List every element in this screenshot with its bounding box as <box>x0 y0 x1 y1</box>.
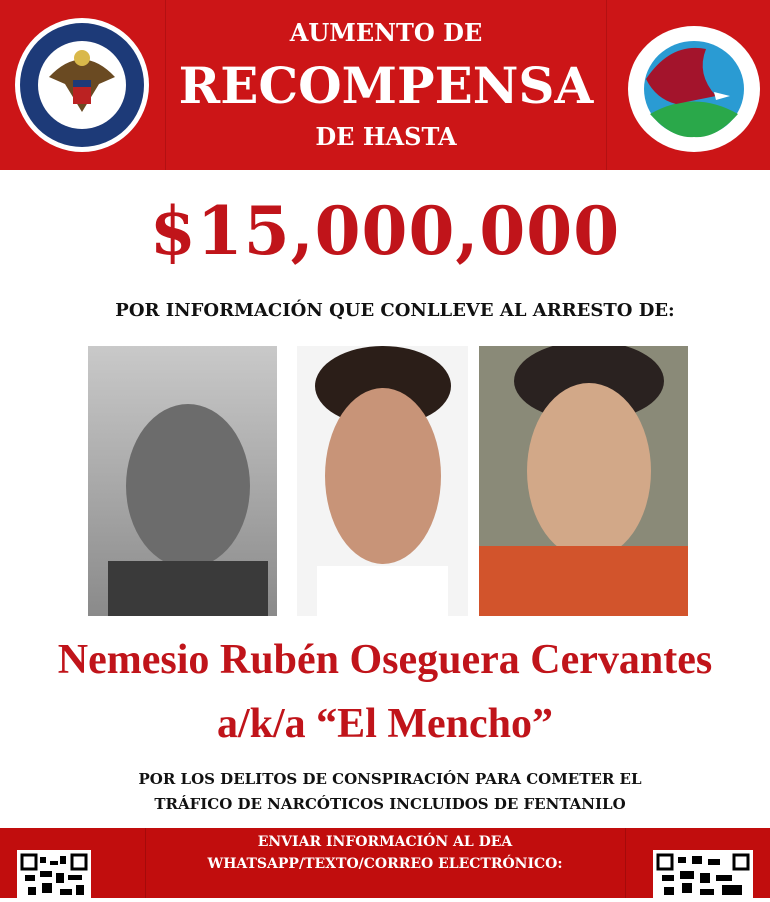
header-line-2: RECOMPENSA <box>178 56 594 115</box>
suspect-photo-3 <box>479 346 688 616</box>
suspect-photo-2 <box>297 346 468 616</box>
charges-line-2: TRÁFICO DE NARCÓTICOS INCLUIDOS DE FENTANILO <box>154 795 626 813</box>
whatsapp-qr-code[interactable] <box>17 850 91 898</box>
subject-alias: a/k/a “El Mencho” <box>216 701 554 747</box>
charges-line-1: POR LOS DELITOS DE CONSPIRACIÓN PARA COMETER EL <box>138 770 642 788</box>
divider <box>606 0 607 170</box>
subject-name: Nemesio Rubén Oseguera Cervantes <box>57 637 713 683</box>
header-line-1: AUMENTO DE <box>289 18 483 47</box>
dea-seal <box>628 26 760 152</box>
footer-line-2: WHATSAPP/TEXTO/CORREO ELECTRÓNICO: <box>207 856 563 872</box>
reward-amount: $15,000,000 <box>149 192 621 270</box>
footer-line-1: ENVIAR INFORMACIÓN AL DEA <box>257 834 513 850</box>
arrest-line: POR INFORMACIÓN QUE CONLLEVE AL ARRESTO DE: <box>115 300 675 321</box>
header-line-3: DE HASTA <box>315 122 457 151</box>
email-qr-code[interactable] <box>653 850 753 898</box>
department-of-state-seal <box>15 18 149 152</box>
header-banner <box>0 0 770 170</box>
suspect-photo-1 <box>88 346 277 616</box>
